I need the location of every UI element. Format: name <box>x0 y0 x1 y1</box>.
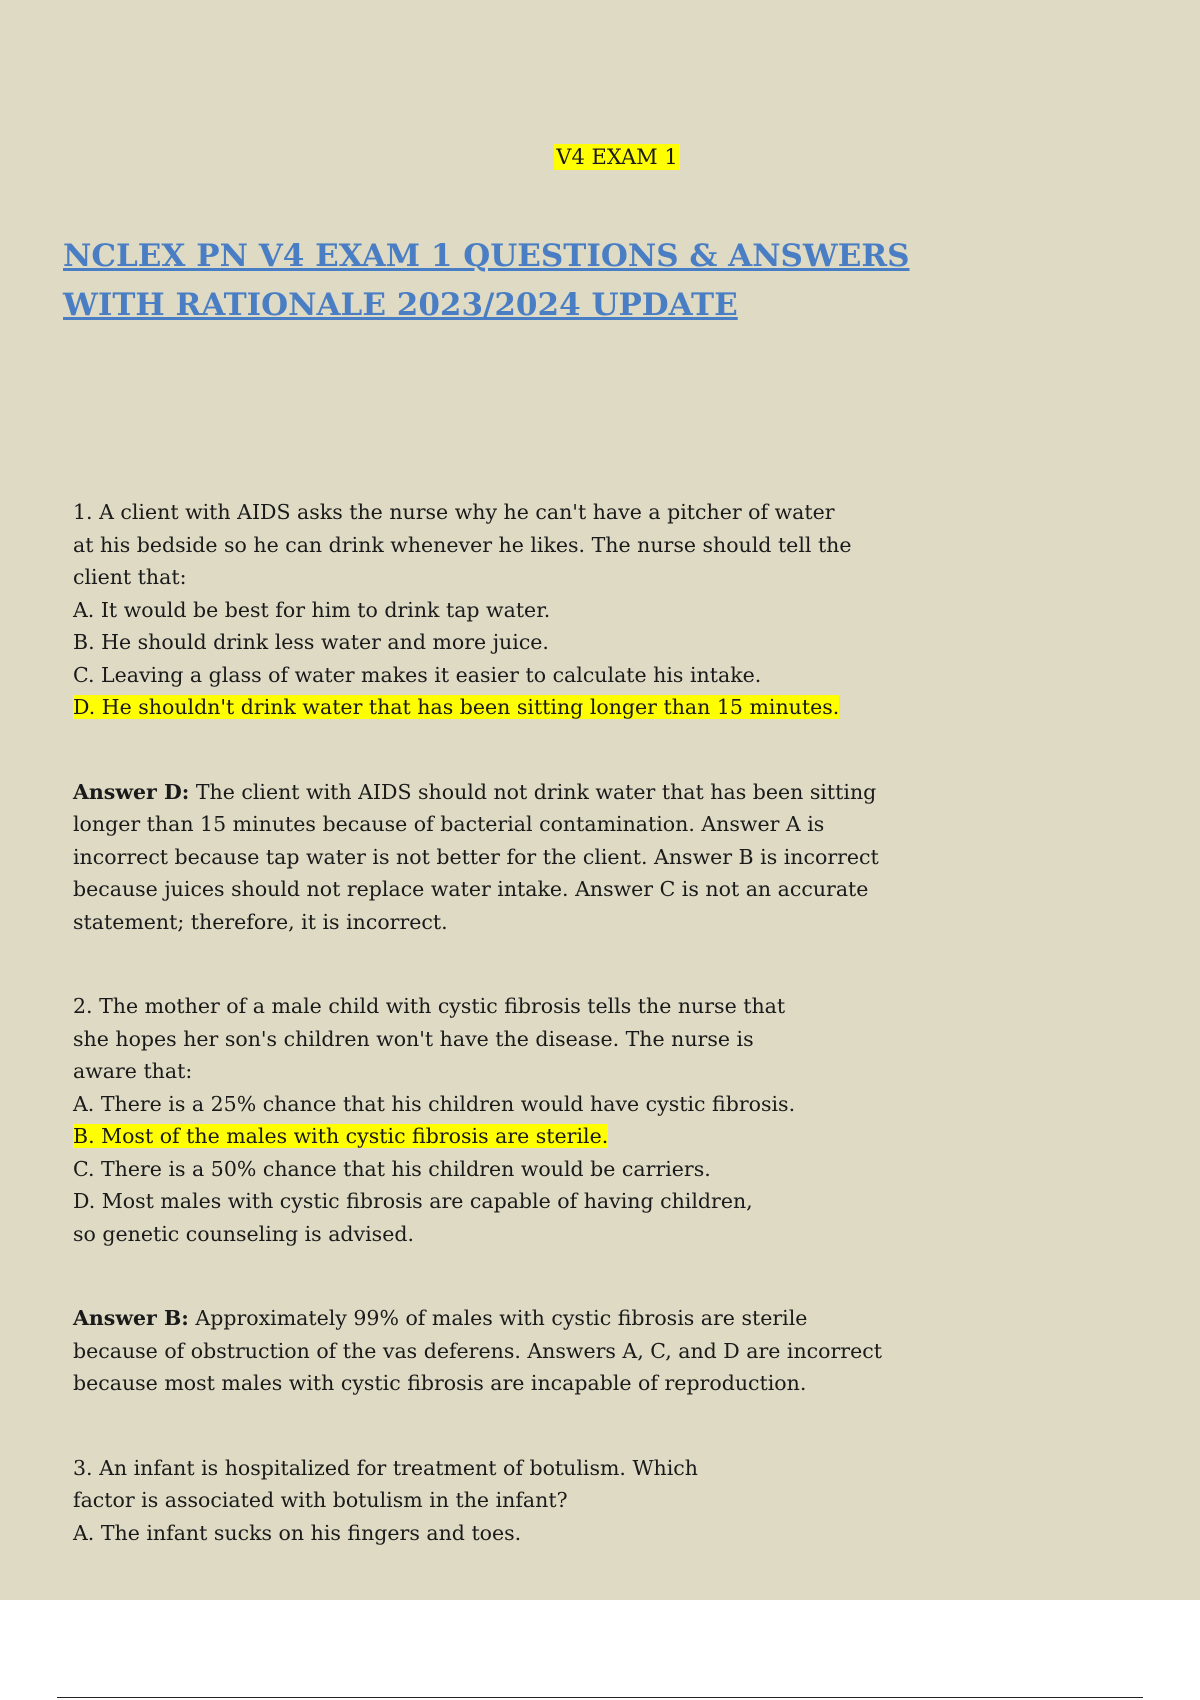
document-body <box>73 496 973 1549</box>
footer-divider <box>57 1697 1143 1698</box>
question-2 <box>73 990 973 1250</box>
option-b-correct: B. Most of the males with cystic fibrosis are sterile. <box>73 1124 609 1148</box>
question-stem-line: 3. An infant is hospitalized for treatment of botulism. Which <box>73 1455 698 1480</box>
rationale-line: The client with AIDS should not drink water that has been sitting <box>189 779 877 804</box>
header-tag-text: V4 EXAM 1 <box>556 145 678 169</box>
rationale-line: because most males with cystic fibrosis are incapable of reproduction. <box>73 1371 807 1395</box>
rationale-line: incorrect because tap water is not better for the client. Answer B is incorrect <box>73 844 879 869</box>
title-line-2: WITH RATIONALE 2023/2024 UPDATE <box>63 287 738 323</box>
answer-2 <box>73 1302 973 1400</box>
option-b: B. He should drink less water and more juice. <box>73 630 549 654</box>
header-tag <box>0 145 1200 169</box>
option-a: A. It would be best for him to drink tap water. <box>73 597 551 622</box>
answer-1 <box>73 776 973 939</box>
rationale-line: longer than 15 minutes because of bacterial contamination. Answer A is <box>73 812 825 836</box>
rationale-line: because juices should not replace water intake. Answer C is not an accurate <box>73 877 869 901</box>
option-d-correct: D. He shouldn't drink water that has been sitting longer than 15 minutes. <box>73 695 840 719</box>
question-stem-line: 2. The mother of a male child with cystic fibrosis tells the nurse that <box>73 994 786 1018</box>
question-stem-line: factor is associated with botulism in the infant? <box>73 1488 568 1512</box>
option-d: D. Most males with cystic fibrosis are capable of having children, <box>73 1189 753 1213</box>
option-c: C. Leaving a glass of water makes it easier to calculate his intake. <box>73 662 762 687</box>
title-line-1: NCLEX PN V4 EXAM 1 QUESTIONS & ANSWERS <box>63 238 910 274</box>
option-a: A. There is a 25% chance that his children would have cystic fibrosis. <box>73 1091 796 1116</box>
rationale-line: Approximately 99% of males with cystic fibrosis are sterile <box>188 1306 808 1330</box>
question-stem-line: client that: <box>73 565 187 589</box>
question-stem-line: she hopes her son's children won't have the disease. The nurse is <box>73 1026 754 1051</box>
question-stem-line: aware that: <box>73 1059 193 1083</box>
option-c: C. There is a 50% chance that his children would be carriers. <box>73 1156 711 1181</box>
question-1 <box>73 496 973 724</box>
document-title <box>63 232 1063 330</box>
answer-label: Answer D: <box>73 779 190 804</box>
rationale-line: statement; therefore, it is incorrect. <box>73 909 448 934</box>
rationale-line: because of obstruction of the vas deferens. Answers A, C, and D are incorrect <box>73 1338 882 1363</box>
question-stem-line: at his bedside so he can drink whenever he likes. The nurse should tell the <box>73 532 852 557</box>
option-a: A. The infant sucks on his fingers and toes. <box>73 1520 522 1545</box>
option-d-continued: so genetic counseling is advised. <box>73 1221 414 1246</box>
question-stem-line: 1. A client with AIDS asks the nurse why he can't have a pitcher of water <box>73 500 835 524</box>
question-3 <box>73 1452 973 1550</box>
answer-label: Answer B: <box>73 1306 189 1330</box>
